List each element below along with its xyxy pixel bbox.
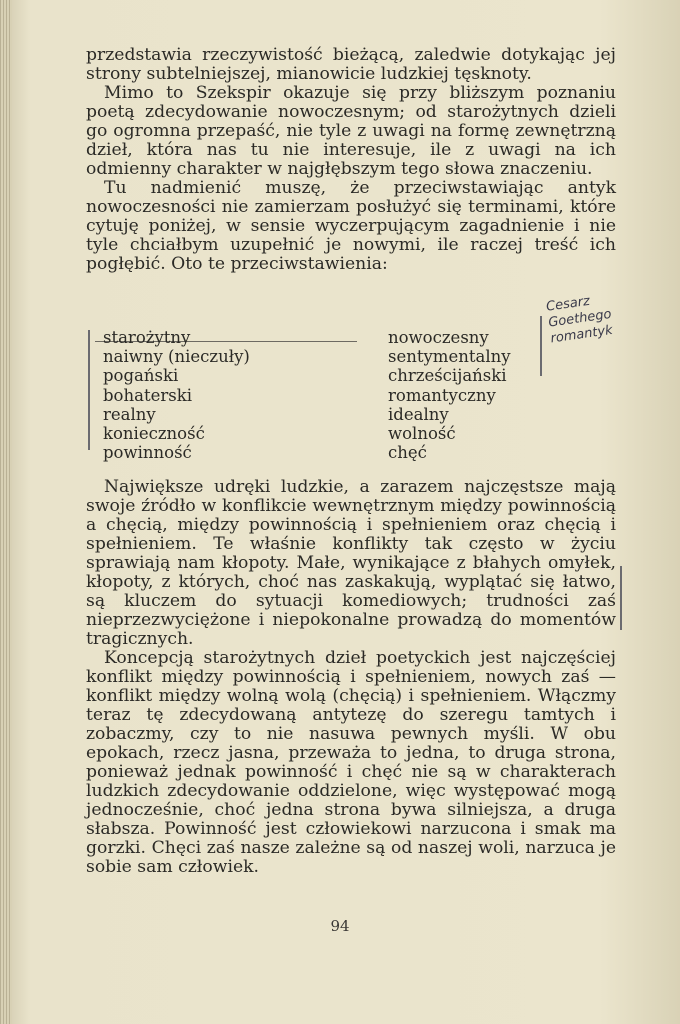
- paragraph-2: Mimo to Szekspir okazuje się przy bliższym poznaniu poetą zdecydowanie nowoczesnym; od starożytnych dzieli go ogromna przepaść, nie tyle z uwagi na formę zewnętrzną dzieł, która nas tu nie interesuje, ile z uwagi na ich odmienny charakter w najgłębszym tego słowa znaczeniu.: [86, 83, 616, 179]
- table-cell: sentymentalny: [388, 347, 511, 367]
- table-cell: bohaterski: [103, 385, 192, 405]
- right-margin-pencil-line: [540, 316, 542, 376]
- column-ancient: [103, 328, 250, 462]
- body-text-bottom: [86, 478, 616, 877]
- paragraph-4: Największe udręki ludzkie, a zarazem najczęstsze mają swoje źródło w konflikcie wewnętrznym między powinnością a chęcią, między powinnością i spełnieniem oraz chęcią i spełnieniem. Te właśnie konflikty tak często w życiu sprawiają nam kłopoty. Małe, wynikające z błahych omyłek, kłopoty, z których, choć nas zaskakują, wyplątać się łatwo, są kluczem do sytuacji komediowych; trudności zaś nieprzezwyciężone i niepokonalne prowadzą do momentów tragicznych.: [86, 477, 616, 649]
- table-cell: chęć: [388, 443, 427, 463]
- column-modern: [388, 328, 511, 462]
- table-cell: wolność: [388, 424, 456, 444]
- table-cell: romantyczny: [388, 385, 496, 405]
- table-cell: idealny: [388, 404, 449, 424]
- paragraph-5: Koncepcją starożytnych dzieł poetyckich jest najczęściej konflikt między powinnością i spełnieniem, nowych zaś — konflikt między wolną wolą (chęcią) i spełnieniem. Włączmy teraz tę zdecydowaną antytezę do szeregu tamtych i zobaczmy, czy to nie nasuwa pewnych myśli. W obu epokach, rzecz jasna, przeważa to jedna, to druga strona, ponieważ jednak powinność i chęć nie są w charakterach ludzkich zdecydowanie oddzielone, więc występować mogą jednocześnie, choć jedna strona bywa silniejsza, a druga słabsza. Powinność jest człowiekowi narzucona i smak ma gorzki. Chęci zaś nasze zależne są od naszej woli, narzuca je sobie sam człowiek.: [86, 648, 616, 877]
- table-cell: pogański: [103, 366, 179, 386]
- page-number: 94: [330, 917, 350, 935]
- paragraph-3: Tu nadmienić muszę, że przeciwstawiając antyk nowoczesności nie zamierzam posłużyć się terminami, które cytuję poniżej, w sensie wyczerpującym zagadnienie i nie tyle chciałbym uzupełnić je nowymi, ile raczej treść ich pogłębić. Oto te przeciwstawienia:: [86, 178, 616, 274]
- paragraph-1: przedstawia rzeczywistość bieżącą, zaledwie dotykając jej strony subtelniejszej, mianowicie ludzkiej tęsknoty.: [86, 45, 616, 84]
- body-text-top: [86, 46, 616, 274]
- table-cell: konieczność: [103, 424, 205, 444]
- handwritten-margin-note: Cesarz Goethego romantyk: [545, 293, 614, 347]
- table-cell: powinność: [103, 443, 192, 463]
- table-cell: nowoczesny: [388, 328, 489, 347]
- table-cell: naiwny (nieczuły): [103, 347, 250, 367]
- left-margin-pencil-line: [88, 330, 90, 450]
- table-cell: chrześcijański: [388, 366, 507, 386]
- right-margin-pencil-line-lower: [620, 566, 622, 630]
- table-cell: starożytny: [103, 328, 191, 347]
- book-gutter: [0, 0, 12, 1024]
- table-cell: realny: [103, 404, 156, 424]
